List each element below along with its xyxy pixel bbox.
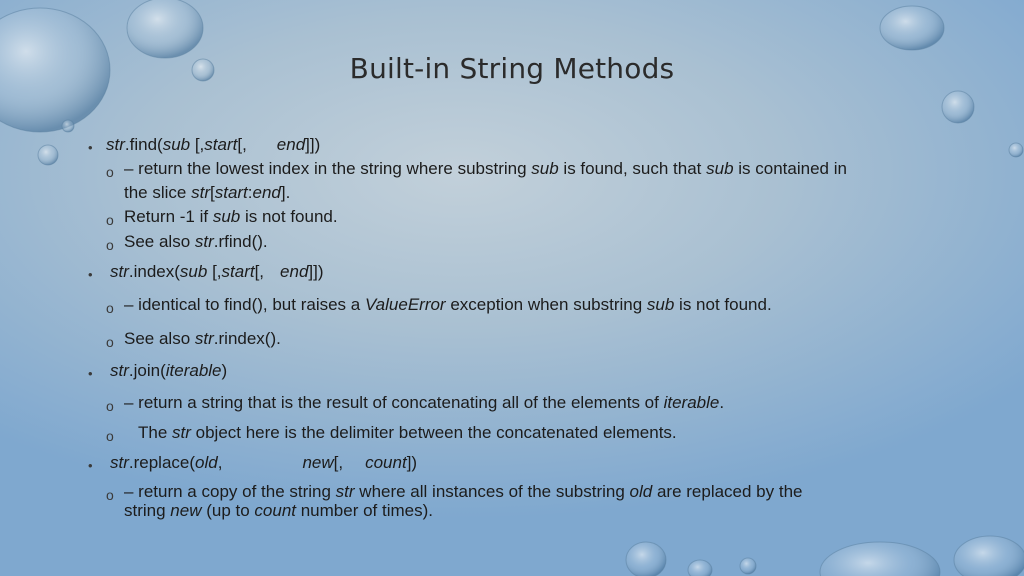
- sub-bullet-marker: o: [106, 300, 114, 316]
- find-description-line1: – return the lowest index in the string where substring sub is found, such that sub is contained in: [124, 159, 847, 178]
- find-see-also: See also str.rfind().: [124, 232, 268, 251]
- slide-title: Built-in String Methods: [349, 52, 675, 85]
- join-delimiter-note: The str object here is the delimiter between the concatenated elements.: [138, 423, 677, 442]
- bullet-marker: •: [88, 140, 93, 155]
- find-description-line2: the slice str[start:end].: [124, 183, 291, 202]
- method-replace-signature: str.replace(old, new[, count]): [110, 453, 418, 472]
- method-join-signature: str.join(iterable): [110, 361, 228, 380]
- sub-bullet-marker: o: [106, 487, 114, 503]
- bullet-marker: •: [88, 458, 93, 473]
- sub-bullet-marker: o: [106, 164, 114, 180]
- find-return-note: Return -1 if sub is not found.: [124, 207, 338, 226]
- index-see-also: See also str.rindex().: [124, 329, 281, 348]
- replace-description-line1: – return a copy of the string str where all instances of the substring old are replaced by the: [124, 482, 803, 501]
- sub-bullet-marker: o: [106, 237, 114, 253]
- method-find-signature: str.find(sub [,start[, end]]): [106, 135, 321, 154]
- index-description: – identical to find(), but raises a ValueError exception when substring sub is not found.: [124, 295, 772, 314]
- sub-bullet-marker: o: [106, 398, 114, 414]
- method-index-signature: str.index(sub [,start[, end]]): [110, 262, 324, 281]
- sub-bullet-marker: o: [106, 334, 114, 350]
- join-description: – return a string that is the result of concatenating all of the elements of iterable.: [124, 393, 725, 412]
- bullet-marker: •: [88, 366, 93, 381]
- sub-bullet-marker: o: [106, 212, 114, 228]
- replace-description-line2: string new (up to count number of times).: [124, 501, 433, 520]
- bullet-marker: •: [88, 267, 93, 282]
- sub-bullet-marker: o: [106, 428, 114, 444]
